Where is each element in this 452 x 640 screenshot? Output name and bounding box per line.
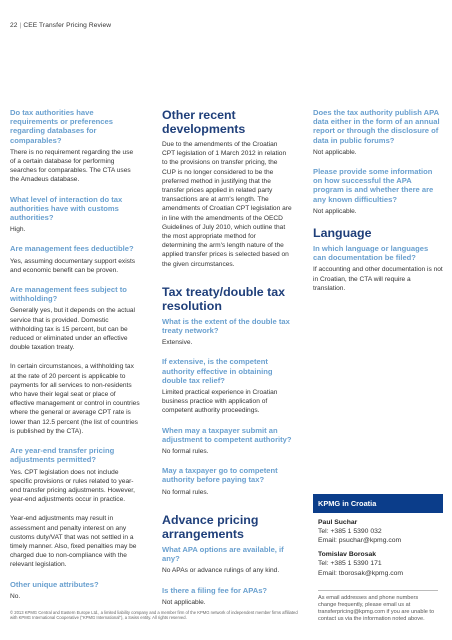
publication-title: CEE Transfer Pricing Review <box>23 22 112 29</box>
contact-phone: Tel: +385 1 5390 032 <box>318 528 382 535</box>
contact-note: As email addresses and phone numbers change frequently, please email us at transferpricing@kpmg.com if you are unable to contact us via the information noted above. <box>318 594 435 623</box>
question-heading: Are management fees deductible? <box>10 244 134 254</box>
contact-name: Tomislav Borosak <box>318 551 377 559</box>
header-separator: | <box>19 22 22 29</box>
question-heading: What APA options are available, if any? <box>162 544 284 564</box>
contact-box <box>313 494 443 624</box>
answer-text: Not applicable. <box>313 207 357 215</box>
answer-text: If accounting and other documentation is not in Croatian, the CTA will require a translation. <box>313 266 443 292</box>
question-heading: In which language or languages can documentation be filed? <box>313 244 429 263</box>
question-heading: Other unique attributes? <box>10 579 99 589</box>
answer-text: No formal rules. <box>162 448 209 456</box>
answer-text: Yes, assuming documentary support exists and economic benefit can be proven. <box>10 257 136 274</box>
question-heading: Do tax authorities have requirements or preferences regarding databases for comparables? <box>10 108 113 145</box>
question-heading: Does the tax authority publish APA data either in the form of an annual report or through the disclosure of data in public forums? <box>313 108 440 145</box>
question-heading: If extensive, is the competent authority effective in obtaining double tax relief? <box>162 357 273 385</box>
answer-text: Extensive. <box>162 339 193 347</box>
question-heading: What level of interaction do tax authorities have with customs authorities? <box>10 194 123 223</box>
answer-text: No formal rules. <box>162 488 209 496</box>
answer-text: Generally yes, but it depends on the actual service that is provided. Domestic withholding tax is 15 percent, but can be reduced or eliminated under an effective double taxation treaty. <box>10 307 135 352</box>
contact-box-title: KPMG in Croatia <box>313 494 443 513</box>
question-heading: Please provide some information on how successful the APA program is and whether there are any known difficulties? <box>313 167 434 204</box>
question-heading: Are year-end transfer pricing adjustments permitted? <box>10 446 115 465</box>
answer-text: Not applicable. <box>313 148 357 156</box>
question-heading: Are management fees subject to withholding? <box>10 285 127 304</box>
question-heading: Is there a filing fee for APAs? <box>162 585 268 595</box>
answer-text: Limited practical experience in Croatian business practice with application of competent authority proceedings. <box>162 389 278 415</box>
copyright-footer: © 2013 KPMG Central and Eastern Europe Ltd., a limited liability company and a member firm of the KPMG network of independent member firms affiliated with KPMG International Cooperative ("KPMG International"), a Swiss entity. All rights reserved. <box>10 610 298 621</box>
contact-email[interactable]: Email: tborosak@kpmg.com <box>318 569 404 577</box>
column-1 <box>10 108 140 611</box>
developments-text: Due to the amendments of the Croatian CPT legislation of 1 March 2012 in relation to the provisions on transfer pricing, the CUP is no longer considered to be the preferred method in justifying that the transfer prices applied in related party transactions are at arm's length. The amendments of Croatian CPT legislation are in line with the amendments of the OECD Guidelines of July 2010, which outline that the most appropriate method for determining the arm's length nature of the applied transfer prices is selected based on the given circumstances. <box>162 141 292 268</box>
contact-phone: Tel: +385 1 5390 171 <box>318 560 382 568</box>
divider <box>318 590 438 591</box>
column-2 <box>162 108 292 617</box>
question-heading: What is the extent of the double tax treaty network? <box>162 316 290 336</box>
section-heading-apa: Advance pricing arrangements <box>162 512 259 541</box>
answer-text: No APAs or advance rulings of any kind. <box>162 567 280 575</box>
answer-text: In certain circumstances, a withholding tax at the rate of 20 percent is applicable to payments for all services to non-residents who have their legal seat or place of effective management or control in countries where the general or average CPT rate is lower than 12.5 percent (the list of countries is published by the CTA). <box>10 363 140 435</box>
page-number: 22 <box>10 22 18 29</box>
answer-text: Yes. CPT legislation does not include specific provisions or rules related to year-end transfer pricing adjustments. However, year-end adjustments occur in practice. <box>10 468 135 504</box>
answer-text: No. <box>10 592 21 600</box>
page-header <box>10 22 111 29</box>
section-heading-language: Language <box>313 226 372 241</box>
question-heading: When may a taxpayer submit an adjustment to competent authority? <box>162 425 292 444</box>
answer-text: Year-end adjustments may result in assessment and penalty interest on any customs duty/VAT that was not settled in a timely manner. Also, fixed penalties may be charged due to non-compliance with the relevant legislation. <box>10 515 137 569</box>
answer-text: High. <box>10 226 26 234</box>
column-3 <box>313 108 443 303</box>
answer-text: There is no requirement regarding the use of a certain database for performing searches for comparables. The CTA uses the Amadeus database. <box>10 148 134 184</box>
contact-name: Paul Suchar <box>318 519 358 526</box>
answer-text: Not applicable. <box>162 598 206 606</box>
question-heading: May a taxpayer go to competent authority before paying tax? <box>162 466 278 485</box>
section-heading-tax-treaty: Tax treaty/double tax resolution <box>162 284 286 313</box>
section-heading-developments: Other recent developments <box>162 108 246 136</box>
contact-box-body <box>313 513 443 624</box>
contact-email[interactable]: Email: psuchar@kpmg.com <box>318 537 402 545</box>
